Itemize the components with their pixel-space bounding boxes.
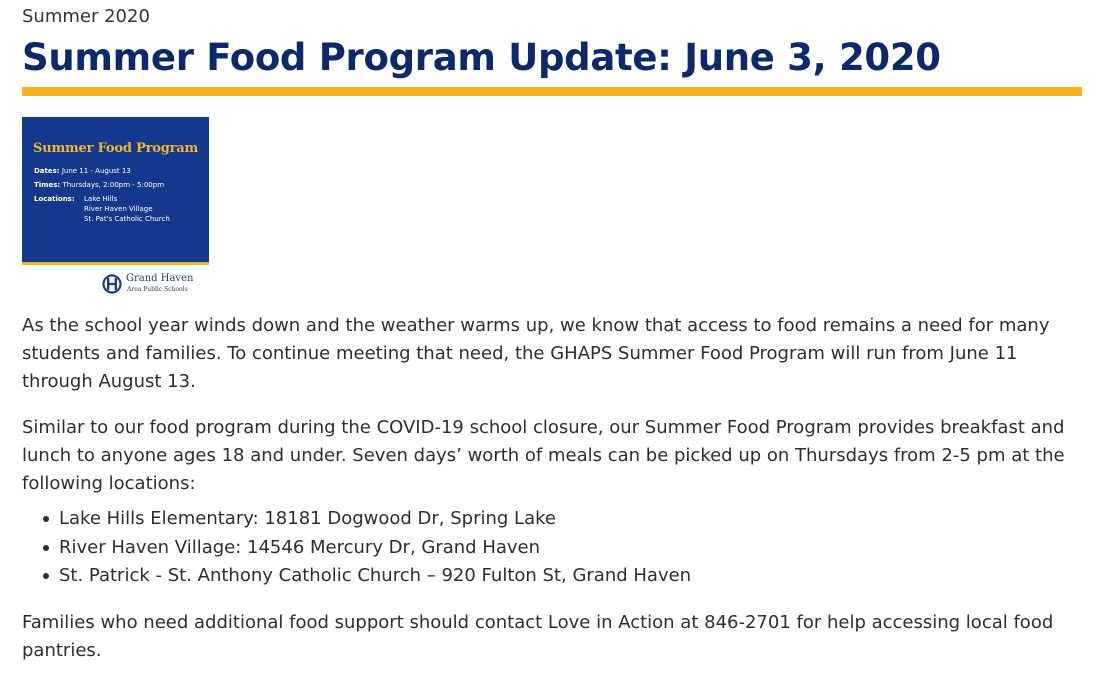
flyer-location-item: St. Pat's Catholic Church — [84, 215, 170, 223]
list-item — [22, 562, 691, 591]
flyer-heading: Summer Food Program — [33, 141, 199, 156]
support-paragraph: Families who need additional food support should contact Love in Action at 846-2701 for help accessing local food pantries. — [22, 612, 1054, 661]
list-item — [22, 505, 691, 534]
pickup-locations-list — [22, 505, 691, 591]
logo-subtitle: Area Public Schools — [127, 286, 188, 293]
title-divider — [22, 87, 1082, 96]
flyer-location-item: Lake Hills — [84, 195, 118, 203]
flyer-location-item: River Haven Village — [84, 205, 153, 213]
bullet-icon — [43, 545, 49, 551]
summer-food-program-flyer-image — [22, 117, 209, 297]
flyer-times-value: Thursdays, 2:00pm - 5:00pm — [62, 181, 165, 189]
flyer-background — [22, 117, 209, 262]
ghaps-monogram-icon — [102, 274, 122, 294]
list-item — [22, 534, 691, 563]
flyer-dates-value: June 11 - August 13 — [61, 167, 131, 175]
category-label[interactable]: Summer 2020 — [22, 6, 150, 27]
intro-paragraph: As the school year winds down and the weather warms up, we know that access to food remains a need for many students and families. To continue meeting that need, the GHAPS Summer Food Program will run from June 11 through August 13. — [22, 315, 1050, 392]
flyer-locations-label — [34, 195, 75, 203]
bullet-icon — [43, 573, 49, 579]
flyer-dates — [34, 167, 131, 175]
page-title: Summer Food Program Update: June 3, 2020 — [22, 36, 941, 79]
flyer-times — [34, 181, 164, 189]
flyer-locations-label-text: Locations: — [34, 195, 75, 203]
location-text: St. Patrick - St. Anthony Catholic Church – 920 Fulton St, Grand Haven — [59, 565, 692, 586]
bullet-icon — [43, 516, 49, 522]
flyer-gold-stripe — [22, 262, 209, 265]
location-text: River Haven Village: 14546 Mercury Dr, Grand Haven — [59, 536, 541, 558]
flyer-dates-label: Dates: — [34, 167, 60, 175]
flyer-times-label: Times: — [34, 181, 61, 189]
logo-name: Grand Haven — [126, 273, 194, 284]
location-text: Lake Hills Elementary: 18181 Dogwood Dr, Spring Lake — [59, 508, 556, 529]
program-details-paragraph: Similar to our food program during the COVID-19 school closure, our Summer Food Program provides breakfast and lunch to anyone ages 18 and under. Seven days’ worth of meals can be picked up on Thursdays from 2-5 pm at the following locations: — [22, 417, 1065, 494]
